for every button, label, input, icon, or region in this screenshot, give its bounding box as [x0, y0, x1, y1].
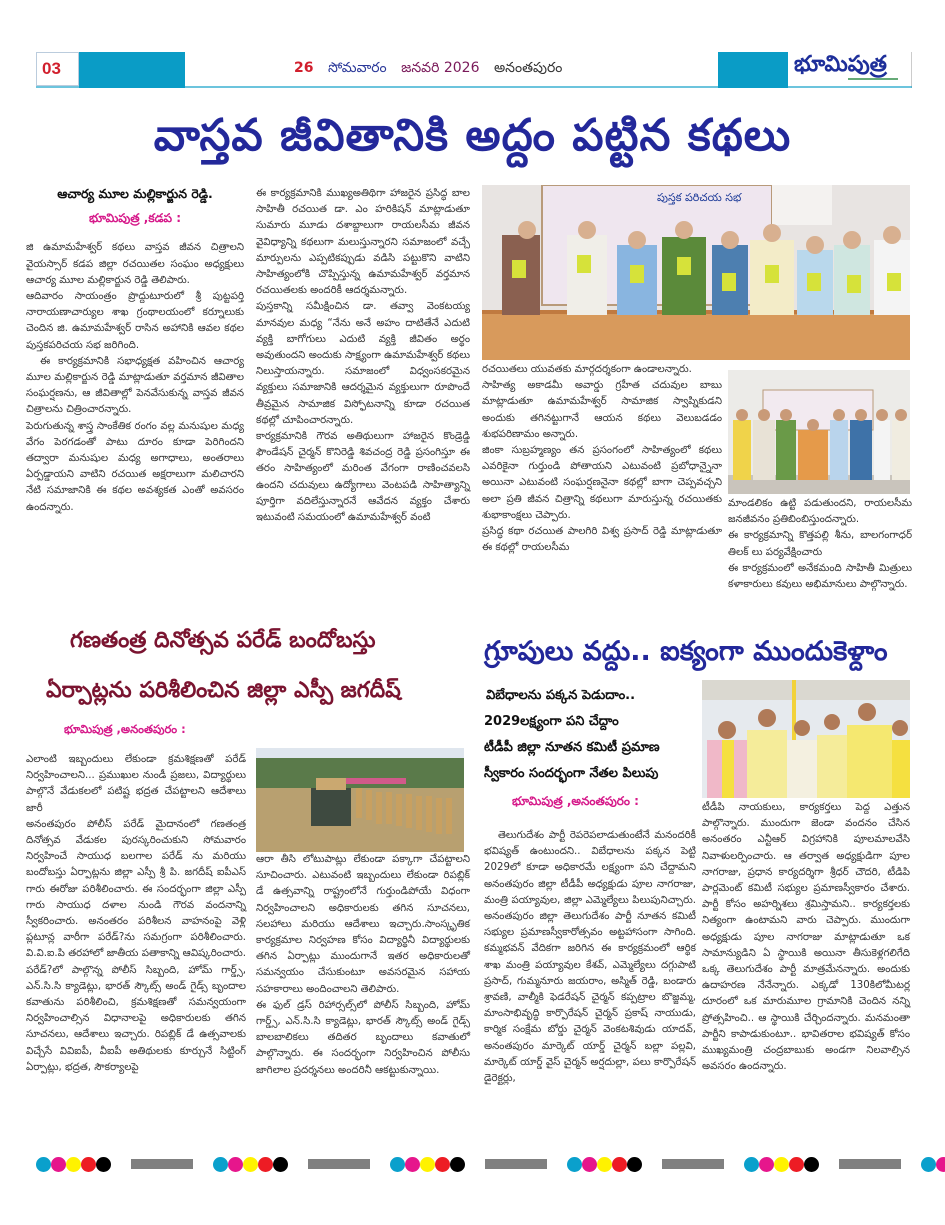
- black-dot: [273, 1157, 288, 1172]
- cyan-dot: [36, 1157, 51, 1172]
- parade-photo: [256, 748, 464, 852]
- story2-column-1: [26, 752, 246, 1076]
- gray-bar: [131, 1159, 193, 1169]
- story1-column-2: [256, 186, 470, 526]
- header-stripe: [36, 86, 912, 88]
- cyan-dot: [390, 1157, 405, 1172]
- story3-kicker: విబేధాలను పక్కన పెడుదాం..: [486, 688, 636, 703]
- story1-column-3: [482, 362, 722, 556]
- story1-paragraph: పెరుగుతున్న శాస్త్ర సాంకేతిక రంగం వల్ల మనుషుల మధ్య వేగం పెరగడంతో పాటు దూరం కూడా పెరిగిందని తద్వారా మనుషుల మధ్య అగాధాలు, అంతరాలు ఏర్పడ్డాయని వాటిని రచయిత అక్షరాలుగా మలిచారని నేటి సమాజానికి ఈ కథల అవశ్యకత ఎంతో అవసరం ఉందన్నారు.: [26, 420, 244, 513]
- story1-paragraph: ఈ కార్యక్రమానికి సభాధ్యక్షత వహించిన ఆచార్య మూల మల్లికార్జున రెడ్డి మాట్లాడుతూ వర్తమాన జీవితాల సంఘర్షణను, ఆ జీవితాల్లో పెనవేసుకున్న వాస్తవ జీవన చిత్రాలను చిత్రించారన్నారు.: [26, 355, 244, 416]
- yellow-dot: [774, 1157, 789, 1172]
- cyan-dot: [744, 1157, 759, 1172]
- banner-title: పుస్తక పరిచయ సభ: [657, 191, 742, 204]
- magenta-dot: [405, 1157, 420, 1172]
- story3-column-2: [702, 800, 910, 1075]
- story1-dateline: భూమిపుత్ర ,కడప :: [88, 211, 182, 226]
- header-color-band: [79, 52, 185, 88]
- yellow-dot: [66, 1157, 81, 1172]
- register-marks: [36, 1155, 945, 1173]
- red-dot: [789, 1157, 804, 1172]
- yellow-dot: [243, 1157, 258, 1172]
- black-dot: [450, 1157, 465, 1172]
- cyan-dot: [921, 1157, 936, 1172]
- story3-kicker: టీడీపీ జిల్లా నూతన కమిటీ ప్రమాణ: [484, 740, 660, 755]
- magenta-dot: [582, 1157, 597, 1172]
- cyan-dot: [213, 1157, 228, 1172]
- gray-bar: [662, 1159, 724, 1169]
- header-color-band-right: [718, 52, 788, 88]
- magenta-dot: [228, 1157, 243, 1172]
- red-dot: [435, 1157, 450, 1172]
- story1-author: ఆచార్య మూల మల్లికార్జున రెడ్డి.: [57, 186, 213, 201]
- red-dot: [81, 1157, 96, 1172]
- yellow-dot: [420, 1157, 435, 1172]
- story3-headline: గ్రూపులు వద్దు.. ఐక్యంగా ముందుకెళ్దాం: [484, 636, 888, 667]
- black-dot: [627, 1157, 642, 1172]
- story3-paragraph: తెలుగుదేశం పార్టీ రెపరెపలాడుతుంటేనే మనందరికీ భవిష్యత్ ఉంటుందని.. విబేధాలను పక్కన పెట్టి 2029లో కూడా అధికారమే లక్ష్యంగా పని చేద్దామని అనంతపురం జిల్లా టీడీపీ అధ్యక్షుడు పూల నాగరాజు, మంత్రి పయ్యావుల, జిల్లా ఎమ్మెల్యేలు పిలుపునిచ్చారు. అనంతపురం జిల్లా తెలుగుదేశం పార్టీ నూతన కమిటీ సభ్యుల ప్రమాణస్వీకారోత్సవం అట్టహాసంగా సాగింది. కమ్మభవన్ వేదికగా జరిగిన ఈ కార్యక్రమంలో ఆర్థిక శాఖ మంత్రి పయ్యావుల కేశవ్, ఎమ్మెల్యేలు దగ్గుపాటి ప్రసాద్, గుమ్మనూరు జయరాం, అస్మిత్ రెడ్డి, బండారు శ్రావణి, వాల్మీకి ఫెడరేషన్ చైర్మన్ కప్పట్రాల బొజ్జమ్మ, మాంసాభివృద్ధి కార్పొరేషన్ చైర్మన్ ప్రకాష్ నాయుడు, కార్మిక సంక్షేమ బోర్డు చైర్మన్ వెంకటశివుడు యాదవ్, అనంతపురం మార్కెట్ యార్డ్ చైర్మన్ బల్లా పల్లవి, మార్కెట్ యార్డ్ వైస్ చైర్మన్ అర్షదుల్లా, పలు కార్పొరేషన్ డైరెక్టర్లు,: [484, 830, 696, 1085]
- masthead-logo: [788, 52, 912, 88]
- story1-paragraph: ప్రసిద్ధ కథా రచయిత పాలగిరి విశ్వ ప్రసాద్ రెడ్డి మాట్లాడుతూ ఈ కథల్లో రాయలసీమ: [482, 526, 722, 554]
- story3-dateline: భూమిపుత్ర ,అనంతపురం :: [512, 794, 639, 808]
- story1-paragraph: రచయితలు యువతకు మార్గదర్శకంగా ఉండాలన్నారు.: [482, 364, 692, 375]
- red-dot: [612, 1157, 627, 1172]
- story1-paragraph: మాండలికం ఉట్టి పడుతుందని, రాయలసీమ జనజీవనం ప్రతిబింబిస్తుందన్నారు.: [728, 498, 912, 526]
- yellow-dot: [597, 1157, 612, 1172]
- edition-city: అనంతపురం: [493, 60, 563, 76]
- magenta-dot: [51, 1157, 66, 1172]
- header-date-line: [186, 52, 718, 88]
- cyan-dot: [567, 1157, 582, 1172]
- book-launch-photo: [482, 185, 910, 360]
- black-dot: [804, 1157, 819, 1172]
- story2-paragraph: అనంతపురం పోలీస్ పరేడ్ మైదానంలో గణతంత్ర దినోత్సవ వేడుకల పురస్కరించుకుని సోమవారం నిర్వహించే సాయుధ బలగాల పరేడ్ ను మరియు బందోబస్తు ఏర్పాట్లను జిల్లా ఎస్పీ శ్రీ పి. జగదీష్ ఐపీఎస్ గారు ఈరోజు పరిశీలించారు. ఈ సందర్భంగా జిల్లా ఎస్పీ గారు సాయుధ దళాల నుండి గౌరవ వందనాన్ని స్వీకరించారు. అనంతరం పరిశీలన వాహనంపై వెళ్లి ప్లటూన్ల వారీగా పరేడ్?ను సమగ్రంగా పరిశీలించారు. వి.వి.ఐ.పి తరహాలో జాతీయ పతాకాన్ని ఆవిష్కరించారు. పరేడ్?లో పాల్గొన్న పోలీస్ సిబ్బంది, హోమ్ గార్డ్స్, ఎన్.సి.సి క్యాడెట్లు, భారత్ స్కౌట్స్ అండ్ గైడ్స్ బృందాల కవాతును పరిశీలించి, క్రమశిక్షణతో సమన్వయంగా నిర్వహించాల్సిన విధానాలపై అధికారులకు తగిన సూచనలు, ఆదేశాలు ఇచ్చారు. రిపబ్లిక్ డే ఉత్సవాలకు విచ్చేసే వివిఐపీ, వీఐపీ అతిథులకు కూర్చునే సిట్టింగ్ ఏర్పాట్లు, భద్రత, సౌకర్యాలపై: [26, 818, 246, 1073]
- story1-paragraph: ఆదివారం సాయంత్రం ప్రొద్దుటూరులో శ్రీ పుట్టపర్తి నారాయణాచార్యుల శాఖ గ్రంథాలయంలో కర్నూలుకు చెందిన జి. ఉమామహేశ్వర్ రాసిన అహానికి ఆవల కథల పుస్తకపరిచయ సభ జరిగింది.: [26, 291, 244, 351]
- weekday: సోమవారం: [327, 60, 387, 76]
- story1-paragraph: సాహిత్య అకాడమీ అవార్డు గ్రహీత చదువుల బాబు మాట్లాడుతూ ఉమామహేశ్వర్ సామాజిక స్వాప్నికుడని అందుకు తగినట్టుగానే ఆయన కథలు వెలుబడడం శుభపరిణామం అన్నారు.: [482, 380, 722, 440]
- gray-bar: [308, 1159, 370, 1169]
- magenta-dot: [936, 1157, 945, 1172]
- gray-bar: [839, 1159, 901, 1169]
- main-headline: వాస్తవ జీవితానికి అద్దం పట్టిన కథలు: [153, 110, 792, 161]
- story1-paragraph: ఈ కార్యక్రమాన్ని కొత్తపల్లి శీను, బాలగంగాధర్ తిలక్ లు పర్యవేక్షించారు: [728, 530, 912, 558]
- story1-paragraph: జింకా సుబ్రహ్మణ్యం తన ప్రసంగంలో సాహిత్యంలో కథలు ఎవరికైనా గుర్తుండి పోతాయని ఎటువంటి ప్రబోధాన్నైనా అయినా ఎటువంటి సంఘర్షణనైనా కథల్లో బాగా చెప్పవచ్చని అలా ప్రతి జీవన చిత్రాన్ని కథలుగా మారుస్తున్న రచయితకు శుభాకాంక్షలు చెప్పారు.: [482, 445, 722, 521]
- story3-column-1: [484, 828, 696, 1087]
- story2-headline-line1: గణతంత్ర దినోత్సవ పరేడ్ బందోబస్తు: [70, 628, 376, 653]
- felicitation-photo: [728, 370, 910, 494]
- story1-paragraph: కార్యక్రమానికి గౌరవ అతిథులుగా హాజరైన కొండ్రెడ్డి ఫౌండేషన్ చైర్మన్ కొనిరెడ్డి శివచంద్ర రెడ్డి ప్రసంగిస్తూ ఈ తరం సాహిత్యంలో మరింత వేగంగా రాణించవలసి ఉందని చదువులు ఉద్యోగాలు వెంటపడి సాహిత్యాన్ని పూర్తిగా వదిలేస్తున్నారనే ఆవేదన వ్యక్తం చేశారు ఇటువంటి సమయంలో ఉమామహేశ్వర్ వంటి: [256, 431, 470, 524]
- logo-underline: [848, 78, 898, 80]
- magenta-dot: [759, 1157, 774, 1172]
- story3-paragraph: టీడీపి నాయకులు, కార్యకర్తలు పెద్ద ఎత్తున పాల్గొన్నారు. ముందుగా జెండా వందనం చేసిన అనంతరం ఎన్టీఆర్ విగ్రహానికి పూలమాలవేసి నివాళులర్పించారు. ఆ తర్వాత అధ్యక్షుడిగా పూల నాగరాజు, ప్రధాన కార్యదర్శిగా శ్రీధర్ చౌదరి, టీడిపి పార్లమెంట్ కమిటీ సభ్యుల ప్రమాణస్వీకారం చేశారు. పార్టీ కోసం అహర్నిశలు శ్రమిస్తామని.. కార్యకర్తలకు నిత్యంగా ఉంటామని వారు చెప్పారు. ముందుగా అధ్యక్షుడు పూల నాగరాజు మాట్లాడుతూ ఒక సామాన్యుడిని ఏ స్థాయికి అయినా తీసుకెళ్లగలిగేది ఒక్క తెలుగుదేశం పార్టీ మాత్రమేనన్నారు. అందుకు ఉదాహరణ నేనేన్నారు. ఎక్కడో 130కిలోమీటర్ల దూరంలో ఒక మారుమూల గ్రామానికి చెందిన నన్ని ప్రోత్సహించి.. ఆ స్థాయికి చేర్చిందన్నారు. మనమంతా పార్టీని కాపాడుకుంటూ.. భావితరాల భవిష్యత్ కోసం ముఖ్యమంత్రి చంద్రబాబుకు అండగా నిలవాల్సిన అవసరం ఉందన్నారు.: [702, 802, 910, 1073]
- story2-dateline: భూమిపుత్ర ,అనంతపురం :: [64, 722, 186, 736]
- tdp-leaders-photo: [702, 680, 910, 798]
- story1-column-1: [26, 186, 244, 516]
- page-number: 03: [36, 52, 79, 86]
- gray-bar: [485, 1159, 547, 1169]
- story1-paragraph: ఈ కార్యక్రమానికి ముఖ్యఅతిథిగా హాజరైన ప్రసిద్ధ బాల సాహితీ రచయిత డా. ఎం హరికిషన్ మాట్లాడుతూ సుమారు మూడు దశాబ్దాలుగా రాయలసీమ జీవన వైవిధ్యాన్ని కథలుగా మలుస్తున్నారని సమాజంలో వచ్చే మార్పులను ఎప్పటికప్పుడు వడిసి పట్టుకొని వాటిని సాహిత్యంలోకి చొప్పిస్తున్న ఉమామహేశ్వర్ వర్తమాన రచయితలకు అందరికీ ఆదర్శమన్నారు.: [256, 188, 470, 297]
- logo-text: భూమిపుత్ర: [794, 52, 887, 77]
- story1-paragraph: ఈ కార్యక్రమంలో అనేకమంది సాహితీ మిత్రులు కళాకారులు కవులు అభిమానులు పాల్గొన్నారు.: [728, 562, 912, 591]
- month-year: జనవరి 2026: [401, 60, 480, 76]
- story3-kicker: స్వీకారం సందర్భంగా నేతల పిలుపు: [484, 766, 659, 781]
- black-dot: [96, 1157, 111, 1172]
- page-header: [36, 52, 912, 88]
- date-day: 26: [294, 60, 314, 76]
- story3-kicker: 2029లక్ష్యంగా పని చేద్దాం: [484, 714, 619, 729]
- story1-column-4: [728, 496, 912, 593]
- story1-paragraph: పుస్తకాన్ని సమీక్షించిన డా. తవ్వా వెంకటయ్య మానవుల మధ్య “నేను అనే అహం దాటితేనే ఎదుటి వ్యక్తి బాగోగులు ఎదుటి వ్యక్తి జీవితం అర్థం అవుతుందని అందుకు సాక్ష్యంగా ఉమామహేశ్వర్ కథలు నిలుస్తాయన్నారు. సమాజంలో విధ్వంసకరమైన వ్యక్తులు సమాజానికి ఆదర్శమైన వ్యక్తులుగా రూపొందే తీవ్రమైన సామాజిక విస్ఫోటనాన్ని కూడా రచయిత కథల్లో చూపించారన్నారు.: [256, 301, 470, 426]
- red-dot: [258, 1157, 273, 1172]
- story2-paragraph: ఈ ఫుల్ డ్రస్ రిహార్సల్స్‌లో పోలీస్ సిబ్బంది, హోమ్ గార్డ్స్, ఎన్.సి.సి క్యాడెట్లు, భారత్ స్కౌట్స్ అండ్ గైడ్స్ బాలబాలికలు తదితర బృందాలు కవాతులో పాల్గొన్నారు. ఈ సందర్భంగా నిర్వహించిన పోలీసు జాగిలాల ప్రదర్శనలు అందరినీ ఆకట్టుకున్నాయి.: [256, 999, 470, 1076]
- story1-paragraph: జి ఉమామహేశ్వర్ కథలు వాస్తవ జీవన చిత్రాలని వైయస్సార్ కడప జిల్లా రచయితల సంఘం అధ్యక్షులు ఆచార్య మూల మల్లికార్జున రెడ్డి తెలిపారు.: [26, 242, 244, 286]
- story2-paragraph: ఎలాంటి ఇబ్బందులు లేకుండా క్రమశిక్షణతో పరేడ్ నిర్వహించాలని... ప్రముఖుల నుండీ ప్రజలు, విద్యార్థులు పాల్గొనే వేడుకలలో పటిష్ట భద్రత చేపట్టాలని ఆదేశాలు జారీ: [26, 754, 246, 814]
- story2-paragraph: ఆరా తీసి లోటుపాట్లు లేకుండా పక్కాగా చేపట్టాలని సూచించారు. ఎటువంటి ఇబ్బందులు లేకుండా రిపబ్లిక్ డే ఉత్సవాన్ని రాష్ట్రంలోనే గుర్తుండిపోయే విధంగా నిర్వహించాలని అధికారులకు తగిన సూచనలు, సలహాలు మరియు ఆదేశాలు ఇచ్చారు.సాంస్కృతిక కార్యక్రమాల నిర్వహణ కోసం విద్యార్థినీ విద్యార్థులకు తగిన ఏర్పాట్లు ముందుగానే ఇతర అధికారులతో సమన్వయం చేసుకుంటూ అవసరమైన సహాయ సహకారాలు అందించాలని తెలిపారు.: [256, 854, 470, 995]
- story2-headline-line2: ఏర్పాట్లను పరిశీలించిన జిల్లా ఎస్పీ జగదీష్: [46, 678, 401, 703]
- story2-column-2: [256, 852, 470, 1079]
